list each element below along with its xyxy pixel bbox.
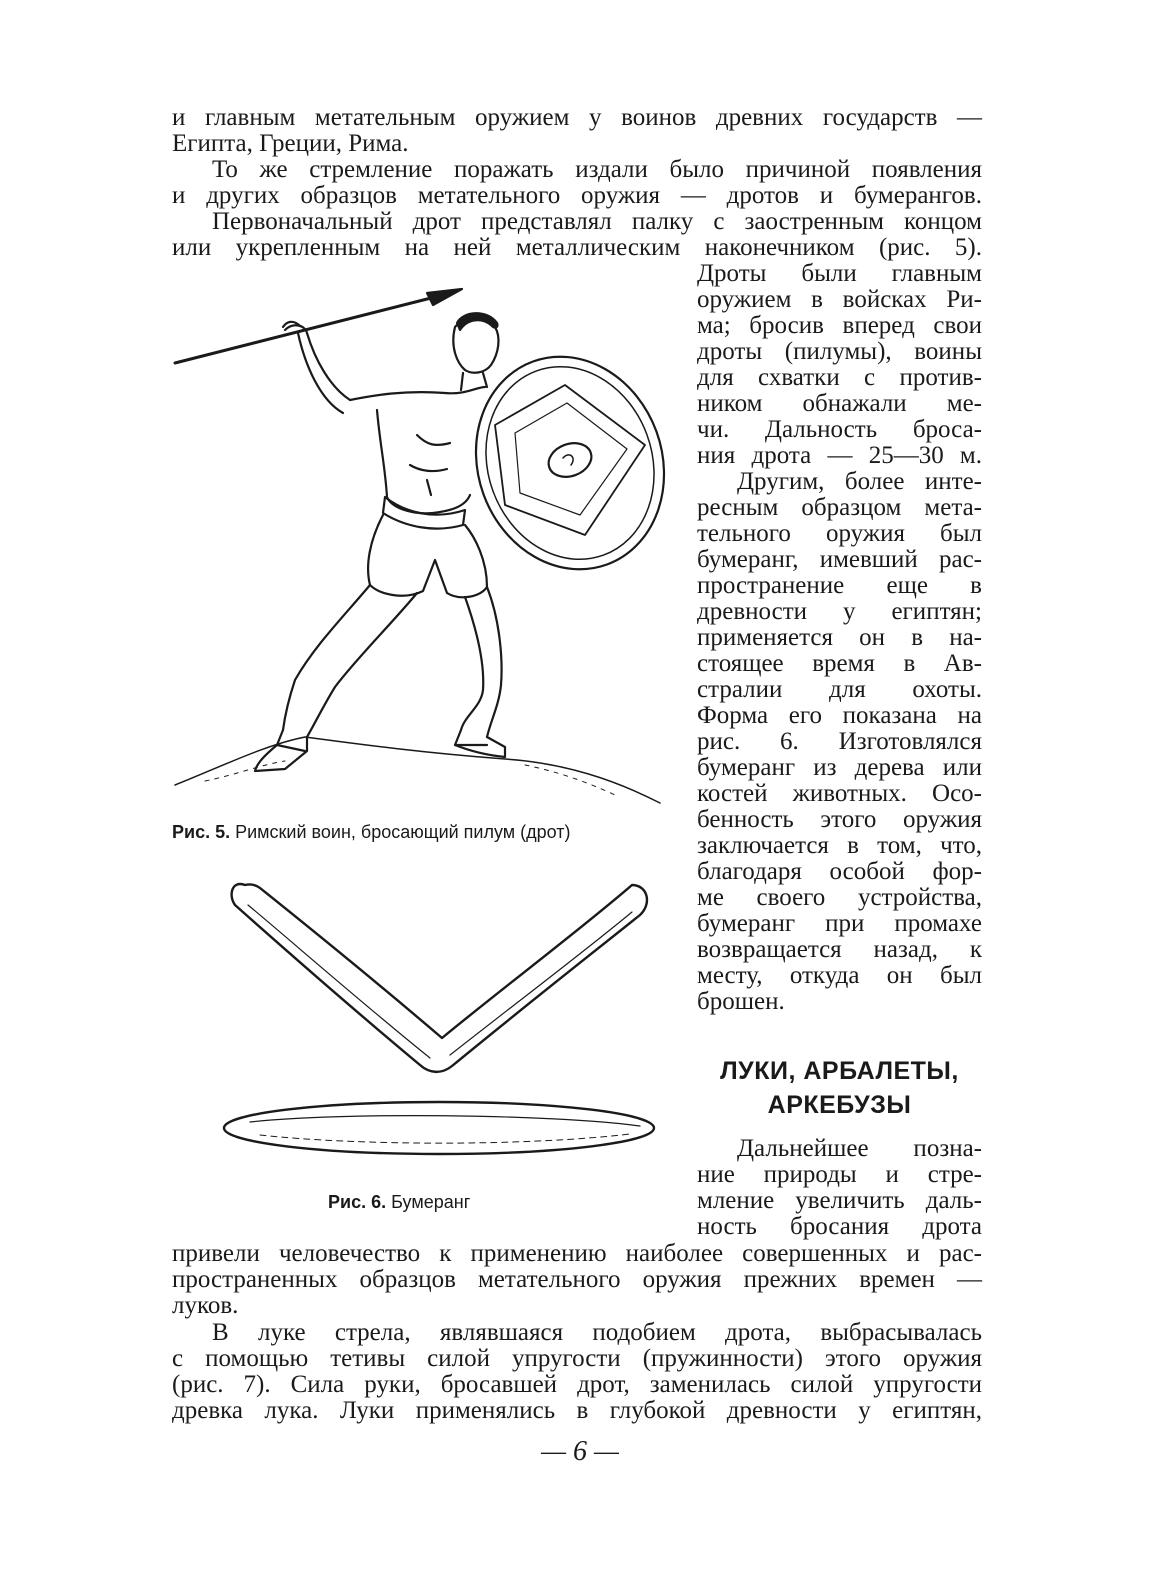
- column-text-line: заключается в том, что,: [697, 832, 982, 859]
- column-text-line: рис. 6. Изготовлялся: [697, 728, 982, 755]
- body-text-line: Египта, Греции, Рима.: [172, 130, 409, 157]
- body-text-line: пространенных образцов метательного оружия прежних времен —: [172, 1266, 982, 1293]
- column-text-line: Другим, более инте-: [737, 468, 982, 495]
- section-heading-line: ЛУКИ, АРБАЛЕТЫ,: [720, 1057, 959, 1085]
- column-text-line: ность бросания дрота: [697, 1213, 982, 1240]
- column-text-line: ния дрота — 25—30 м.: [697, 442, 982, 469]
- column-text-line: Форма его показана на: [697, 702, 982, 729]
- column-text-line: брошен.: [697, 988, 785, 1015]
- column-text-line: бумеранг, имевший рас-: [697, 546, 982, 573]
- column-text-line: чи. Дальность броса-: [697, 416, 982, 443]
- body-text-line: привели человечество к применению наиболее совершенных и рас-: [172, 1240, 982, 1267]
- column-text-line: месту, откуда он был: [697, 962, 982, 989]
- column-text-line: тельного оружия был: [697, 520, 982, 547]
- figure6-text: Бумеранг: [391, 1192, 471, 1212]
- page-number: — 6 —: [541, 1436, 619, 1467]
- column-text-line: стралии для охоты.: [697, 676, 982, 703]
- figure6-caption: [328, 1192, 470, 1213]
- column-text-line: пространение еще в: [697, 572, 982, 599]
- body-text-line: или укрепленным на ней металлическим наконечником (рис. 5).: [172, 234, 982, 261]
- column-text-line: стоящее время в Ав-: [697, 650, 982, 677]
- body-text-line: и других образцов метательного оружия — дротов и бумерангов.: [172, 182, 982, 209]
- column-text-line: ником обнажали ме-: [697, 390, 982, 417]
- column-text-line: для схватки с против-: [697, 364, 982, 391]
- body-text-line: с помощью тетивы силой упругости (пружинности) этого оружия: [172, 1345, 982, 1372]
- column-text-line: дроты (пилумы), воины: [697, 338, 982, 365]
- column-text-line: костей животных. Осо-: [697, 780, 982, 807]
- section-heading-line: АРКЕБУЗЫ: [767, 1091, 912, 1119]
- body-text-line: В луке стрела, являвшаяся подобием дрота, выбрасывалась: [212, 1319, 982, 1346]
- column-text-line: ме своего устройства,: [697, 884, 982, 911]
- figure5-label: Рис. 5.: [172, 822, 231, 842]
- warrior-illustration: [165, 275, 675, 835]
- section-heading: [697, 1054, 982, 1122]
- column-text-line: Дроты были главным: [697, 260, 982, 287]
- body-text-line: То же стремление поражать издали было причиной появления: [212, 156, 982, 183]
- boomerang-top-view: [232, 884, 647, 1072]
- column-text-line: ма; бросив вперед свои: [697, 312, 982, 339]
- column-text-line: благодаря особой фор-: [697, 858, 982, 885]
- javelin-tip: [427, 289, 462, 305]
- column-text-line: бумеранг из дерева или: [697, 754, 982, 781]
- column-text-line: ресным образцом мета-: [697, 494, 982, 521]
- right-column-text: [697, 261, 982, 1015]
- boomerang-illustration: [220, 860, 680, 1190]
- figure5-caption: [172, 822, 571, 843]
- body-text-line: и главным метательным оружием у воинов древних государств —: [172, 104, 982, 131]
- body-text-line: Первоначальный дрот представлял палку с заостренным концом: [212, 208, 982, 235]
- body-text-line: луков.: [172, 1292, 239, 1319]
- column-text-line: оружием в войсках Ри-: [697, 286, 982, 313]
- column-text-line: древности у египтян;: [697, 598, 982, 625]
- figure5-text: Римский воин, бросающий пилум (дрот): [235, 822, 571, 842]
- column-text-line: Дальнейшее позна-: [737, 1135, 982, 1162]
- column-text-line: бумеранг при промахе: [697, 910, 982, 937]
- column-text-line: ние природы и стре-: [697, 1161, 982, 1188]
- figure6-label: Рис. 6.: [328, 1192, 387, 1212]
- column-text-line: бенность этого оружия: [697, 806, 982, 833]
- body-text-line: (рис. 7). Сила руки, бросавшей дрот, заменилась силой упругости: [172, 1371, 982, 1398]
- column-text-line: мление увеличить даль-: [697, 1187, 982, 1214]
- column-text-line: применяется он в на-: [697, 624, 982, 651]
- section-right-text: [697, 1136, 982, 1240]
- column-text-line: возвращается назад, к: [697, 936, 982, 963]
- body-text-line: древка лука. Луки применялись в глубокой древности у египтян,: [172, 1397, 982, 1424]
- boomerang-side-view: [224, 1102, 654, 1154]
